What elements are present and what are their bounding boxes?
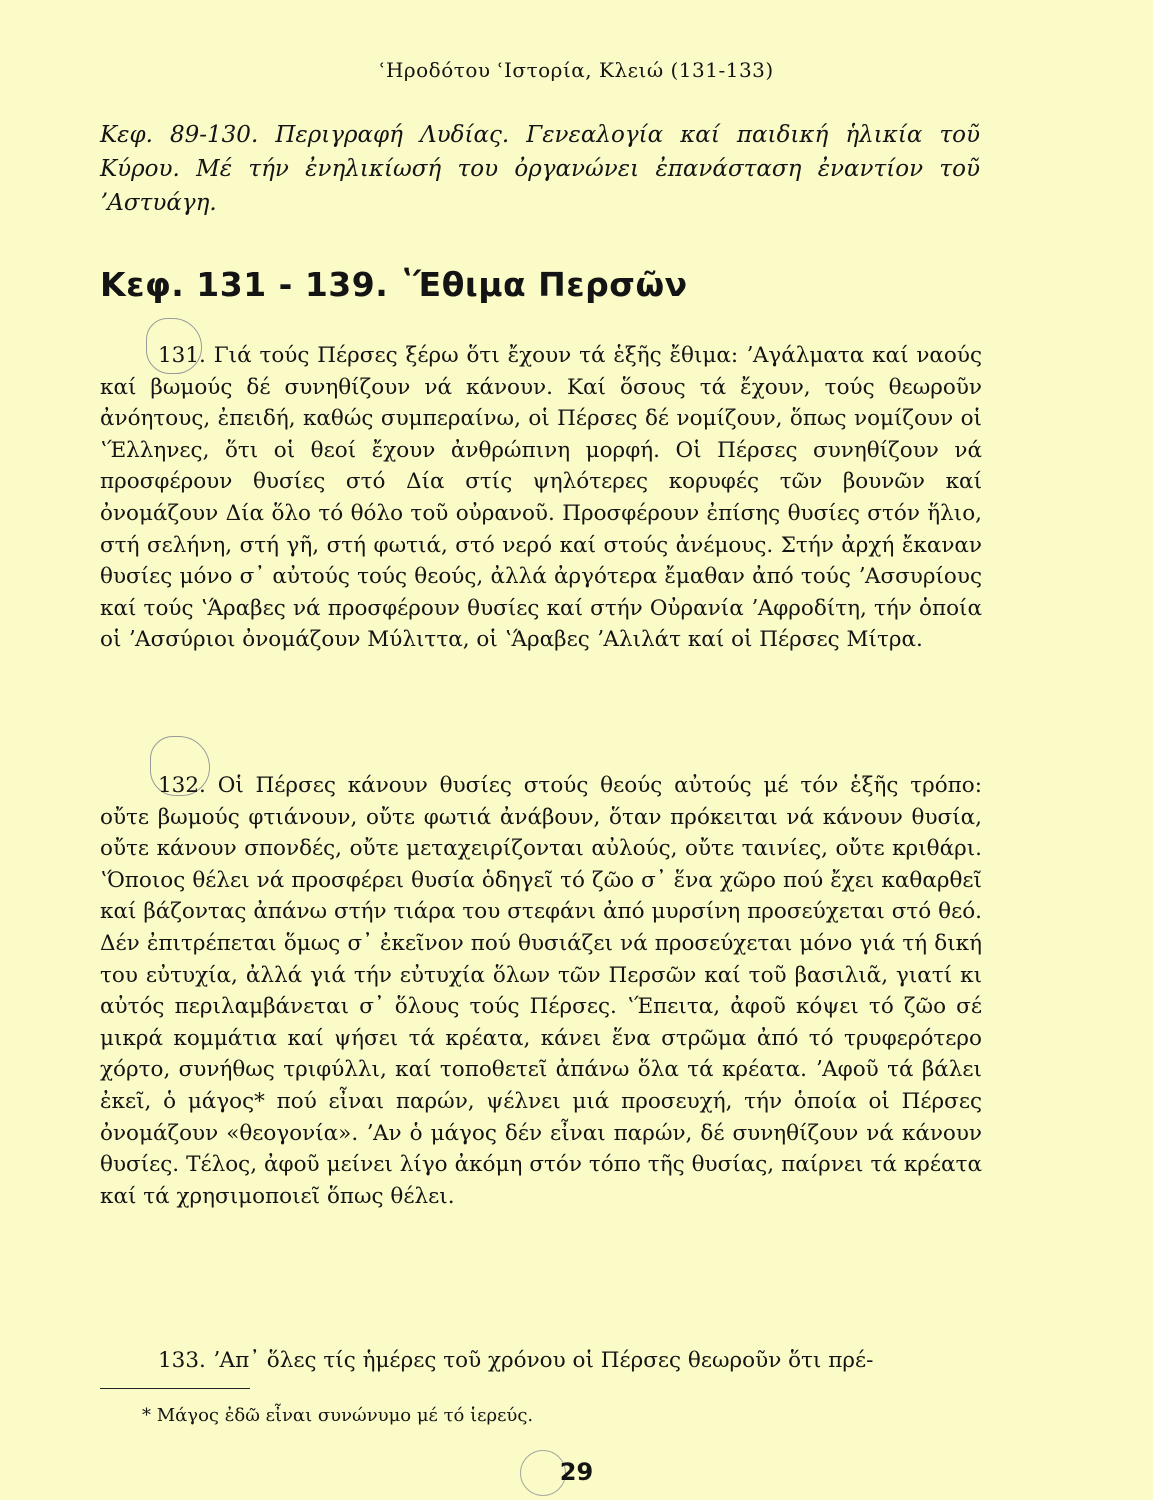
paragraph-number: 132. [158, 773, 206, 798]
footnote: * Μάγος ἐδῶ εἶναι συνώνυμο μέ τό ἱερεύς. [142, 1405, 534, 1426]
running-head: ʿΗροδότου ʿΙστορία, Κλειώ (131-133) [379, 58, 774, 82]
paragraph-text: Οἱ Πέρσες κάνουν θυσίες στούς θεούς αὐτούς μέ τόν ἑξῆς τρόπο: οὔτε βωμούς φτιάνουν, οὔτε φωτιά ἀνάβουν, ὅταν πρόκειται νά κάνουν θυσία, οὔτε κάνουν σπονδές, οὔτε μεταχειρίζονται αὐλούς, οὔτε ταινίες, οὔτε κριθάρι. ʽΌποιος θέλει νά προσφέρει θυσία ὁδηγεῖ τό ζῶο σ᾽ ἕνα χῶρο πού ἔχει καθαρθεῖ καί βάζοντας ἀπάνω στήν τιάρα του στεφάνι ἀπό μυρσίνη προσεύχεται στό θεό. Δέν ἐπιτρέπεται ὅμως σ᾽ ἐκεῖνον πού θυσιάζει νά προσεύχεται μόνο γιά τή δική του εὐτυχία, ἀλλά γιά τήν εὐτυχία ὅλων τῶν Περσῶν καί τοῦ βασιλιᾶ, γιατί κι αὐτός περιλαμβάνεται σ᾽ ὅλους τούς Πέρσες. ʽΈπειτα, ἀφοῦ κόψει τό ζῶο σέ μικρά κομμάτια καί ψήσει τά κρέατα, κάνει ἕνα στρῶμα ἀπό τό τρυφερότερο χόρτο, συνήθως τριφύλλι, καί τοποθετεῖ ἀπάνω ὅλα τά κρέατα. ʼΑφοῦ τά βάλει ἐκεῖ, ὁ μάγος* πού εἶναι παρών, ψέλνει μιά προσευχή, τήν ὁποία οἱ Πέρσες ὀνομάζουν «θεογονία». ʼΑν ὁ μάγος δέν εἶναι παρών, δέ συνηθίζουν νά κάνουν θυσίες. Τέλος, ἀφοῦ μείνει λίγο ἀκόμη στόν τόπο τῆς θυσίας, παίρνει τά κρέατα καί τά χρησιμοποιεῖ ὅπως θέλει. [100, 773, 982, 1209]
paragraph-number: 133. [158, 1348, 206, 1373]
paragraph-text: ʼΑπ᾽ ὅλες τίς ἡμέρες τοῦ χρόνου οἱ Πέρσες θεωροῦν ὅτι πρέ- [212, 1348, 874, 1373]
chapter-summary: Κεφ. 89-130. Περιγραφή Λυδίας. Γενεαλογία καί παιδική ἡλικία τοῦ Κύρου. Μέ τήν ἐνηλικίωσή του ὀργανώνει ἐπανάσταση ἐναντίον τοῦ ʼΑστυάγη. [100, 122, 980, 216]
page-number: 29 [559, 1458, 594, 1486]
paragraph-132 [100, 770, 982, 1212]
paragraph-131 [100, 340, 982, 656]
chapter-heading: Κεφ. 131 - 139. ʽΈθιμα Περσῶν [100, 265, 688, 304]
footnote-divider [100, 1388, 250, 1389]
paragraph-number: 131. [158, 343, 206, 368]
paragraph-text: Γιά τούς Πέρσες ξέρω ὅτι ἔχουν τά ἑξῆς ἔθιμα: ʼΑγάλματα καί ναούς καί βωμούς δέ συνηθίζουν νά κάνουν. Καί ὅσους τά ἔχουν, τούς θεωροῦν ἀνόητους, ἐπειδή, καθώς συμπεραίνω, οἱ Πέρσες δέ νομίζουν, ὅπως νομίζουν οἱ ʽΈλληνες, ὅτι οἱ θεοί ἔχουν ἀνθρώπινη μορφή. Οἱ Πέρσες συνηθίζουν νά προσφέρουν θυσίες στό Δία στίς ψηλότερες κορυφές τῶν βουνῶν καί ὀνομάζουν Δία ὅλο τό θόλο τοῦ οὐρανοῦ. Προσφέρουν ἐπίσης θυσίες στόν ἥλιο, στή σελήνη, στή γῆ, στή φωτιά, στό νερό καί στούς ἀνέμους. Στήν ἀρχή ἔκαναν θυσίες μόνο σ᾽ αὐτούς τούς θεούς, ἀλλά ἀργότερα ἔμαθαν ἀπό τούς ʼΑσσυρίους καί τούς ʽΆραβες νά προσφέρουν θυσίες καί στήν Οὐρανία ʼΑφροδίτη, τήν ὁποία οἱ ʼΑσσύριοι ὀνομάζουν Μύλιττα, οἱ ʽΆραβες ʼΑλιλάτ καί οἱ Πέρσες Μίτρα. [100, 343, 982, 653]
paragraph-133 [100, 1345, 982, 1377]
